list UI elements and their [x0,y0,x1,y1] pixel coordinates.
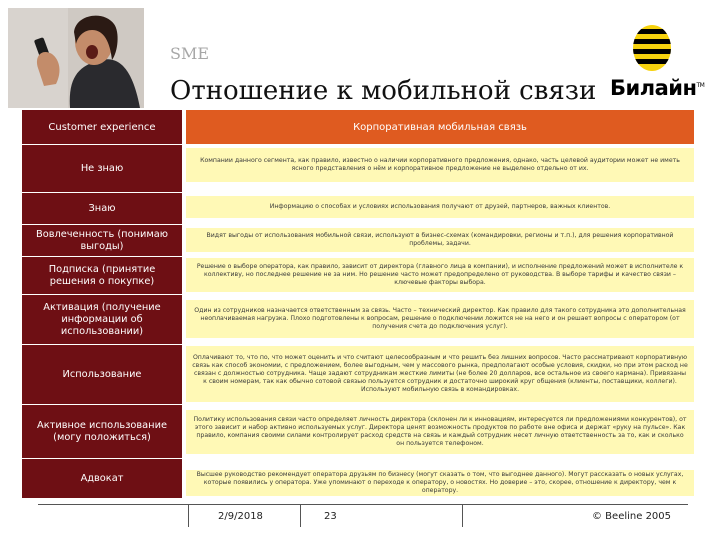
stage-cell: Использование [22,344,182,404]
section-label: SME [170,44,210,63]
table-row [22,404,694,458]
customer-experience-table [22,110,694,498]
description-cell: Компании данного сегмента, как правило, известно о наличии корпоративного предложения, однако, часть целевой аудитории может не иметь ясного представления о нём и корпоративное предложение не выделено отдельно от их. [186,148,694,182]
brand-wordmark: Билайн™ [610,76,705,100]
description-cell: Высшее руководство рекомендует оператора друзьям по бизнесу (могут сказать о том, что выгоднее данного). Могут рассказать о новых услугах, которые появились у оператора. Уже упоминают о переходе к оператору, о новостях. Но доверие – это, скорее, отношение к директору, чем к оператору. [186,470,694,496]
stage-cell: Вовлеченность (понимаю выгоды) [22,224,182,256]
footer-divider [38,504,688,505]
footer-separator [188,505,189,527]
header-photo [8,8,144,108]
table-row [22,144,694,192]
page-title: Отношение к мобильной связи [170,76,597,106]
description-cell: Один из сотрудников назначается ответственным за связь. Часто – технический директор. Как правило для такого сотрудника это дополнительная неоплачиваемая нагрузка. Плохо подготовлены к вопросам, решение о подключении ложится не на него и он решает вопросы с оператором (от получения счета до подключения услуг). [186,300,694,338]
table-row [22,294,694,344]
stage-cell: Активация (получение информации об использовании) [22,294,182,344]
description-cell: Информацию о способах и условиях использования получают от друзей, партнеров, важных клиентов. [186,196,694,218]
stage-cell: Адвокат [22,458,182,498]
column-header-corporate-mobile: Корпоративная мобильная связь [186,110,694,144]
description-cell: Решение о выборе оператора, как правило, зависит от директора (главного лица в компании), и исполнение предложений может в исполнителе к коллективу, но последнее решение не за ним. Но решение часто может предопределено от руководства. В выборе тарифы и качество связи – ключевые факторы выбора. [186,258,694,292]
table-row [22,458,694,498]
description-cell: Видят выгоды от использования мобильной связи, используют в бизнес-схемах (командировки, регионы и т.п.), для решения корпоративной проблемы, задачи. [186,228,694,252]
table-row [22,344,694,404]
stage-cell: Активное использование (могу положиться) [22,404,182,458]
column-header-customer-experience: Customer experience [22,110,182,144]
stage-cell: Не знаю [22,144,182,192]
footer-date: 2/9/2018 [218,511,263,522]
brand-logo [610,24,710,108]
footer-separator [300,505,301,527]
photo-illustration [8,8,144,108]
table-row [22,256,694,294]
description-cell: Политику использования связи часто определяет личность директора (склонен ли к инновациям, интересуется ли предложениями конкурентов), от этого зависит и набор активно используемых услуг. Директора ценят возможность продуктов по работе вне офиса и держат «руку на пульсе». Как правило, компания своими силами контролирует расход средств на связь и каждый сотрудник несет личную ответственность за то, как и сколько он пользуется телефоном. [186,410,694,454]
stage-cell: Знаю [22,192,182,224]
table-header [22,110,694,144]
stage-cell: Подписка (принятие решения о покупке) [22,256,182,294]
table-row [22,224,694,256]
table-row [22,192,694,224]
footer-page-number: 23 [324,511,337,522]
footer-copyright: © Beeline 2005 [592,511,672,522]
description-cell: Оплачивают то, что по, что может оценить и что считают целесообразным и что решить без лишних вопросов. Часто рассматривают корпоративную связь как способ экономии, с предложением, более выгодным, чем у массового рынка, предполагают особые условия, скидки, но при этом расход не связан с должностью сотрудника. Чаще задают сотрудникам жесткие лимиты (не более 20 долларов, все остальное из своего кармана). Привязаны к своим номерам, так как обычно сотовой связью пользуется сотрудник и достаточно широкий круг общения (клиенты, поставщики, коллеги). Используют мобильную связь в командировках. [186,346,694,402]
footer-separator [462,505,463,527]
beeline-stripes-icon [632,24,672,72]
